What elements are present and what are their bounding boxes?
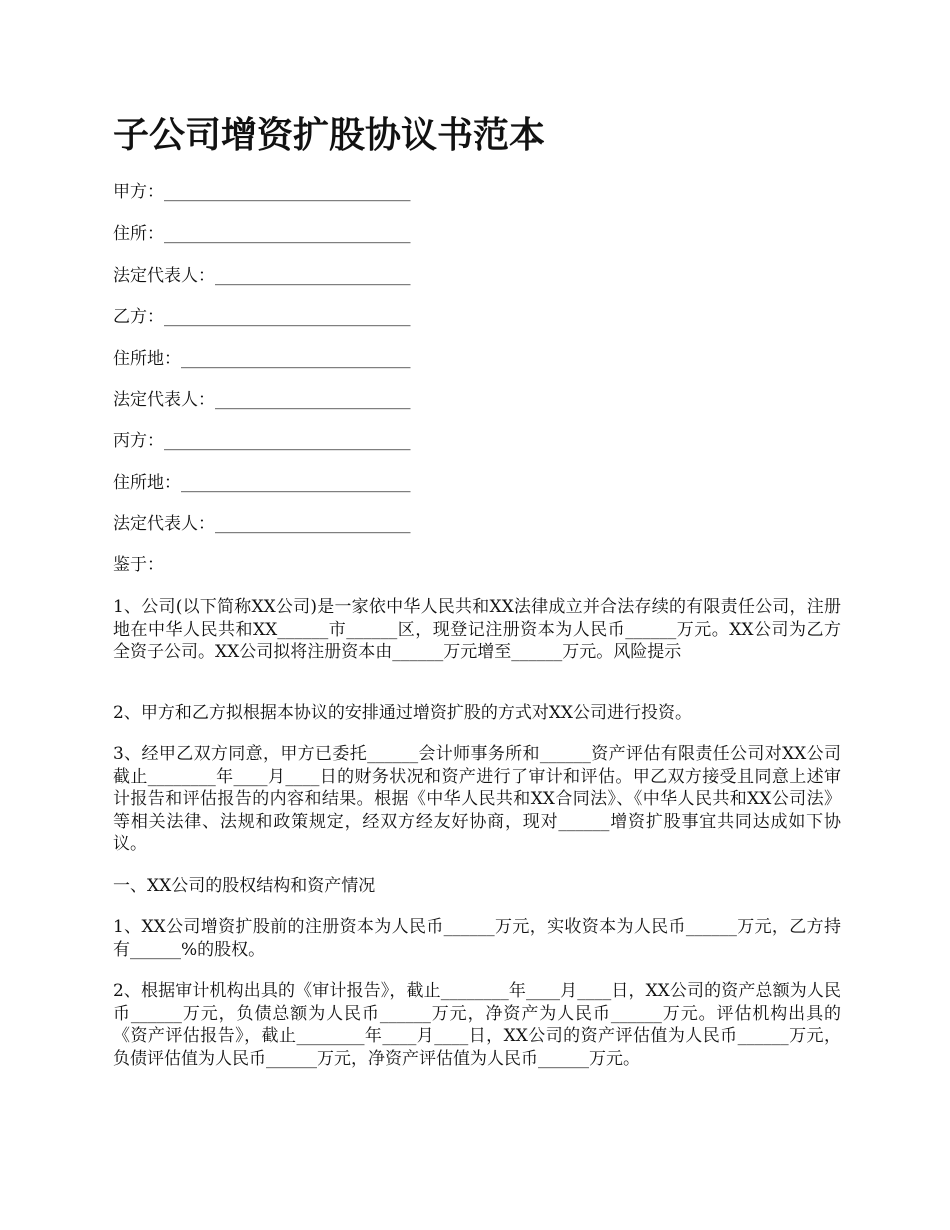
party-b-line: 乙方：_____________________________ [113,307,411,327]
document-title: 子公司增资扩股协议书范本 [113,115,546,156]
whereas-heading: 鉴于： [113,555,164,575]
recital-paragraph-1: 1、公司(以下简称XX公司)是一家依中华人民共和XX法律成立并合法存续的有限责任公司，注册地在中华人民共和XX______市______区，现登记注册资本为人民币______万元。XX公司为乙方全资子公司。XX公司拟将注册资本由______万元增至______万元。风险提示 [113,597,841,662]
party-a-address-line: 住所：_____________________________ [113,224,411,244]
party-c-line: 丙方：_____________________________ [113,431,411,451]
clause-1-1: 1、XX公司增资扩股前的注册资本为人民币______万元，实收资本为人民币______万元，乙方持有______%的股权。 [113,917,841,960]
party-c-address-line: 住所地：___________________________ [113,473,411,493]
party-a-legal-rep-line: 法定代表人：_______________________ [113,266,411,286]
party-b-legal-rep-line: 法定代表人：_______________________ [113,390,411,410]
recital-paragraph-2: 2、甲方和乙方拟根据本协议的安排通过增资扩股的方式对XX公司进行投资。 [113,703,693,723]
recital-paragraph-3: 3、经甲乙双方同意，甲方已委托______会计师事务所和______资产评估有限责任公司对XX公司截止________年____月____日的财务状况和资产进行了审计和评估。甲乙双方接受且同意上述审计报告和评估报告的内容和结果。根据《中华人民共和XX合同法》、《中华人民共和XX公司法》等相关法律、法规和政策规定，经双方经友好协商，现对______增资扩股事宜共同达成如下协议。 [113,744,841,854]
section-heading-1: 一、XX公司的股权结构和资产情况 [113,876,376,896]
party-b-address-line: 住所地：___________________________ [113,349,411,369]
clause-1-2: 2、根据审计机构出具的《审计报告》，截止________年____月____日，XX公司的资产总额为人民币______万元，负债总额为人民币______万元，净资产为人民币______万元。评估机构出具的《资产评估报告》，截止________年____月____日，XX公司的资产评估值为人民币______万元，负债评估值为人民币______万元，净资产评估值为人民币______万元。 [113,981,841,1069]
party-c-legal-rep-line: 法定代表人：_______________________ [113,514,411,534]
party-a-line: 甲方：_____________________________ [113,182,411,202]
